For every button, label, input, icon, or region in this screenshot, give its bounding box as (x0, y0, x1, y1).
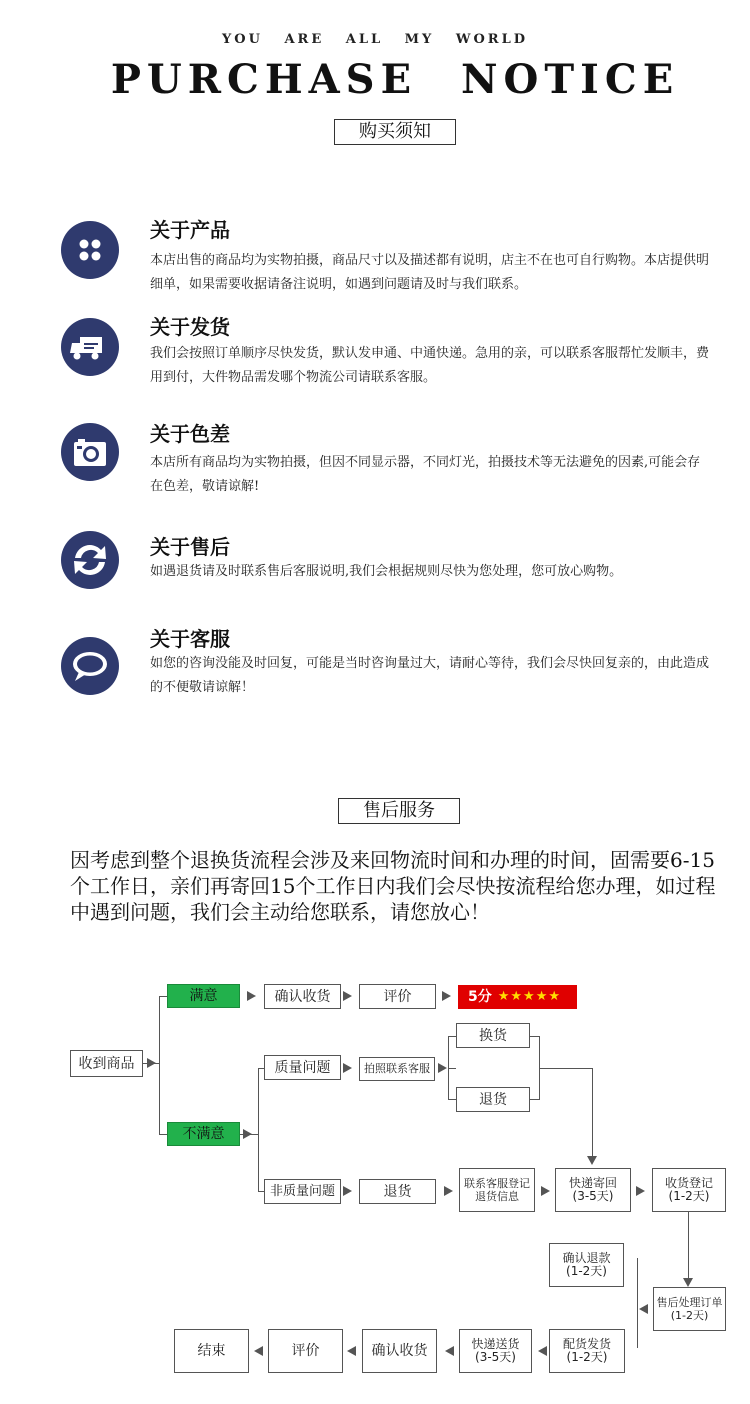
section-title: 关于售后 (150, 535, 230, 559)
flow-review: 评价 (359, 984, 436, 1009)
flow-received: 收到商品 (70, 1050, 143, 1077)
arrow-right-icon (247, 991, 256, 1001)
grid-icon (61, 221, 119, 279)
flow-return: 退货 (359, 1179, 436, 1204)
flow-express-return-line2: (3-5天) (572, 1189, 614, 1203)
flow-express-return (555, 1168, 631, 1212)
arrow-left-icon (639, 1304, 648, 1314)
arrow-right-icon (343, 1063, 352, 1073)
flow-deliver-line2: (3-5天) (475, 1350, 516, 1364)
section-text: 如您的咨询没能及时回复，可能是当时咨询量过大，请耐心等待，我们会尽快回复亲的，由此造成的不便敬请谅解！ (150, 656, 710, 695)
camera-icon (61, 423, 119, 481)
arrow-left-icon (347, 1346, 356, 1356)
arrow-right-icon (343, 1186, 352, 1196)
after-sales-title: 售后服务 (338, 798, 460, 824)
arrow-right-icon (444, 1186, 453, 1196)
after-sales-paragraph: 因考虑到整个退换货流程会涉及来回物流时间和办理的时间，固需要6-15个工作日，亲们再寄回15个工作日内我们会尽快按流程给您办理，如过程中遇到问题，我们会主动给您联系，请您放心！ (70, 848, 716, 924)
flow-satisfied: 满意 (167, 984, 240, 1008)
rating-score: 5分 (468, 989, 492, 1005)
flow-contact-register-line2: 退货信息 (475, 1190, 519, 1203)
flow-review-2: 评价 (268, 1329, 343, 1373)
flow-rating (458, 985, 577, 1009)
chat-bubble-icon (61, 637, 119, 695)
flow-receive-register-line2: (1-2天) (668, 1189, 710, 1203)
arrow-down-icon (587, 1156, 597, 1165)
truck-icon (61, 318, 119, 376)
purchase-notice-title: 购买须知 (334, 119, 456, 145)
flow-process-order-line1: 售后处理订单 (656, 1296, 723, 1309)
flow-process-order (653, 1287, 726, 1331)
arrow-left-icon (254, 1346, 263, 1356)
flow-ship-line2: (1-2天) (566, 1350, 608, 1364)
flow-contact-register (459, 1168, 535, 1212)
arrow-right-icon (243, 1129, 252, 1139)
headline: PURCHASE NOTICE (110, 56, 680, 103)
arrow-left-icon (538, 1346, 547, 1356)
flow-unsatisfied: 不满意 (167, 1122, 240, 1146)
arrow-left-icon (445, 1346, 454, 1356)
arrow-right-icon (442, 991, 451, 1001)
star-icon: ★★★★★ (497, 989, 562, 1004)
flow-refund (549, 1243, 624, 1287)
section-text: 我们会按照订单顺序尽快发货，默认发申通、中通快递。急用的亲，可以联系客服帮忙发顺丰，费用到付，大件物品需发哪个物流公司请联系客服。 (150, 346, 710, 385)
arrow-down-icon (683, 1278, 693, 1287)
flow-contact-register-line1: 联系客服登记 (464, 1177, 530, 1190)
flow-receive-register (652, 1168, 726, 1212)
flow-deliver-line1: 快递送货 (471, 1337, 520, 1351)
flow-photo-contact: 拍照联系客服 (359, 1057, 435, 1081)
flow-deliver (459, 1329, 532, 1373)
flow-process-order-line2: (1-2天) (670, 1309, 709, 1322)
flow-quality-issue: 质量问题 (264, 1055, 341, 1080)
flow-ship (549, 1329, 625, 1373)
arrow-right-icon (541, 1186, 550, 1196)
flow-exchange: 换货 (456, 1023, 530, 1048)
flow-refund-line1: 确认退款 (562, 1251, 611, 1265)
arrow-right-icon (147, 1058, 156, 1068)
section-text: 本店所有商品均为实物拍摄，但因不同显示器，不同灯光，拍摄技术等无法避免的因素,可能会存在色差，敬请谅解! (150, 455, 701, 494)
flow-return-goods: 退货 (456, 1087, 530, 1112)
flow-refund-line2: (1-2天) (566, 1264, 607, 1278)
refresh-icon (61, 531, 119, 589)
flow-end: 结束 (174, 1329, 249, 1373)
arrow-right-icon (438, 1063, 447, 1073)
section-text: 本店出售的商品均为实物拍摄，商品尺寸以及描述都有说明，店主不在也可自行购物。本店提供明细单，如果需要收据请备注说明，如遇到问题请及时与我们联系。 (150, 253, 710, 292)
tagline: YOU ARE ALL MY WORLD (221, 32, 529, 47)
section-title: 关于发货 (150, 315, 230, 339)
arrow-right-icon (636, 1186, 645, 1196)
flow-confirm-receipt: 确认收货 (264, 984, 341, 1009)
arrow-right-icon (343, 991, 352, 1001)
flow-ship-line1: 配货发货 (562, 1337, 611, 1351)
flow-receive-register-line1: 收货登记 (664, 1176, 713, 1190)
flow-non-quality-issue: 非质量问题 (264, 1179, 341, 1204)
section-title: 关于客服 (150, 627, 230, 651)
flow-express-return-line1: 快递寄回 (568, 1176, 617, 1190)
section-title: 关于产品 (150, 218, 230, 242)
flow-confirm-receipt-2: 确认收货 (362, 1329, 437, 1373)
section-title: 关于色差 (150, 422, 230, 446)
section-text: 如遇退货请及时联系售后客服说明,我们会根据规则尽快为您处理，您可放心购物。 (150, 564, 623, 579)
